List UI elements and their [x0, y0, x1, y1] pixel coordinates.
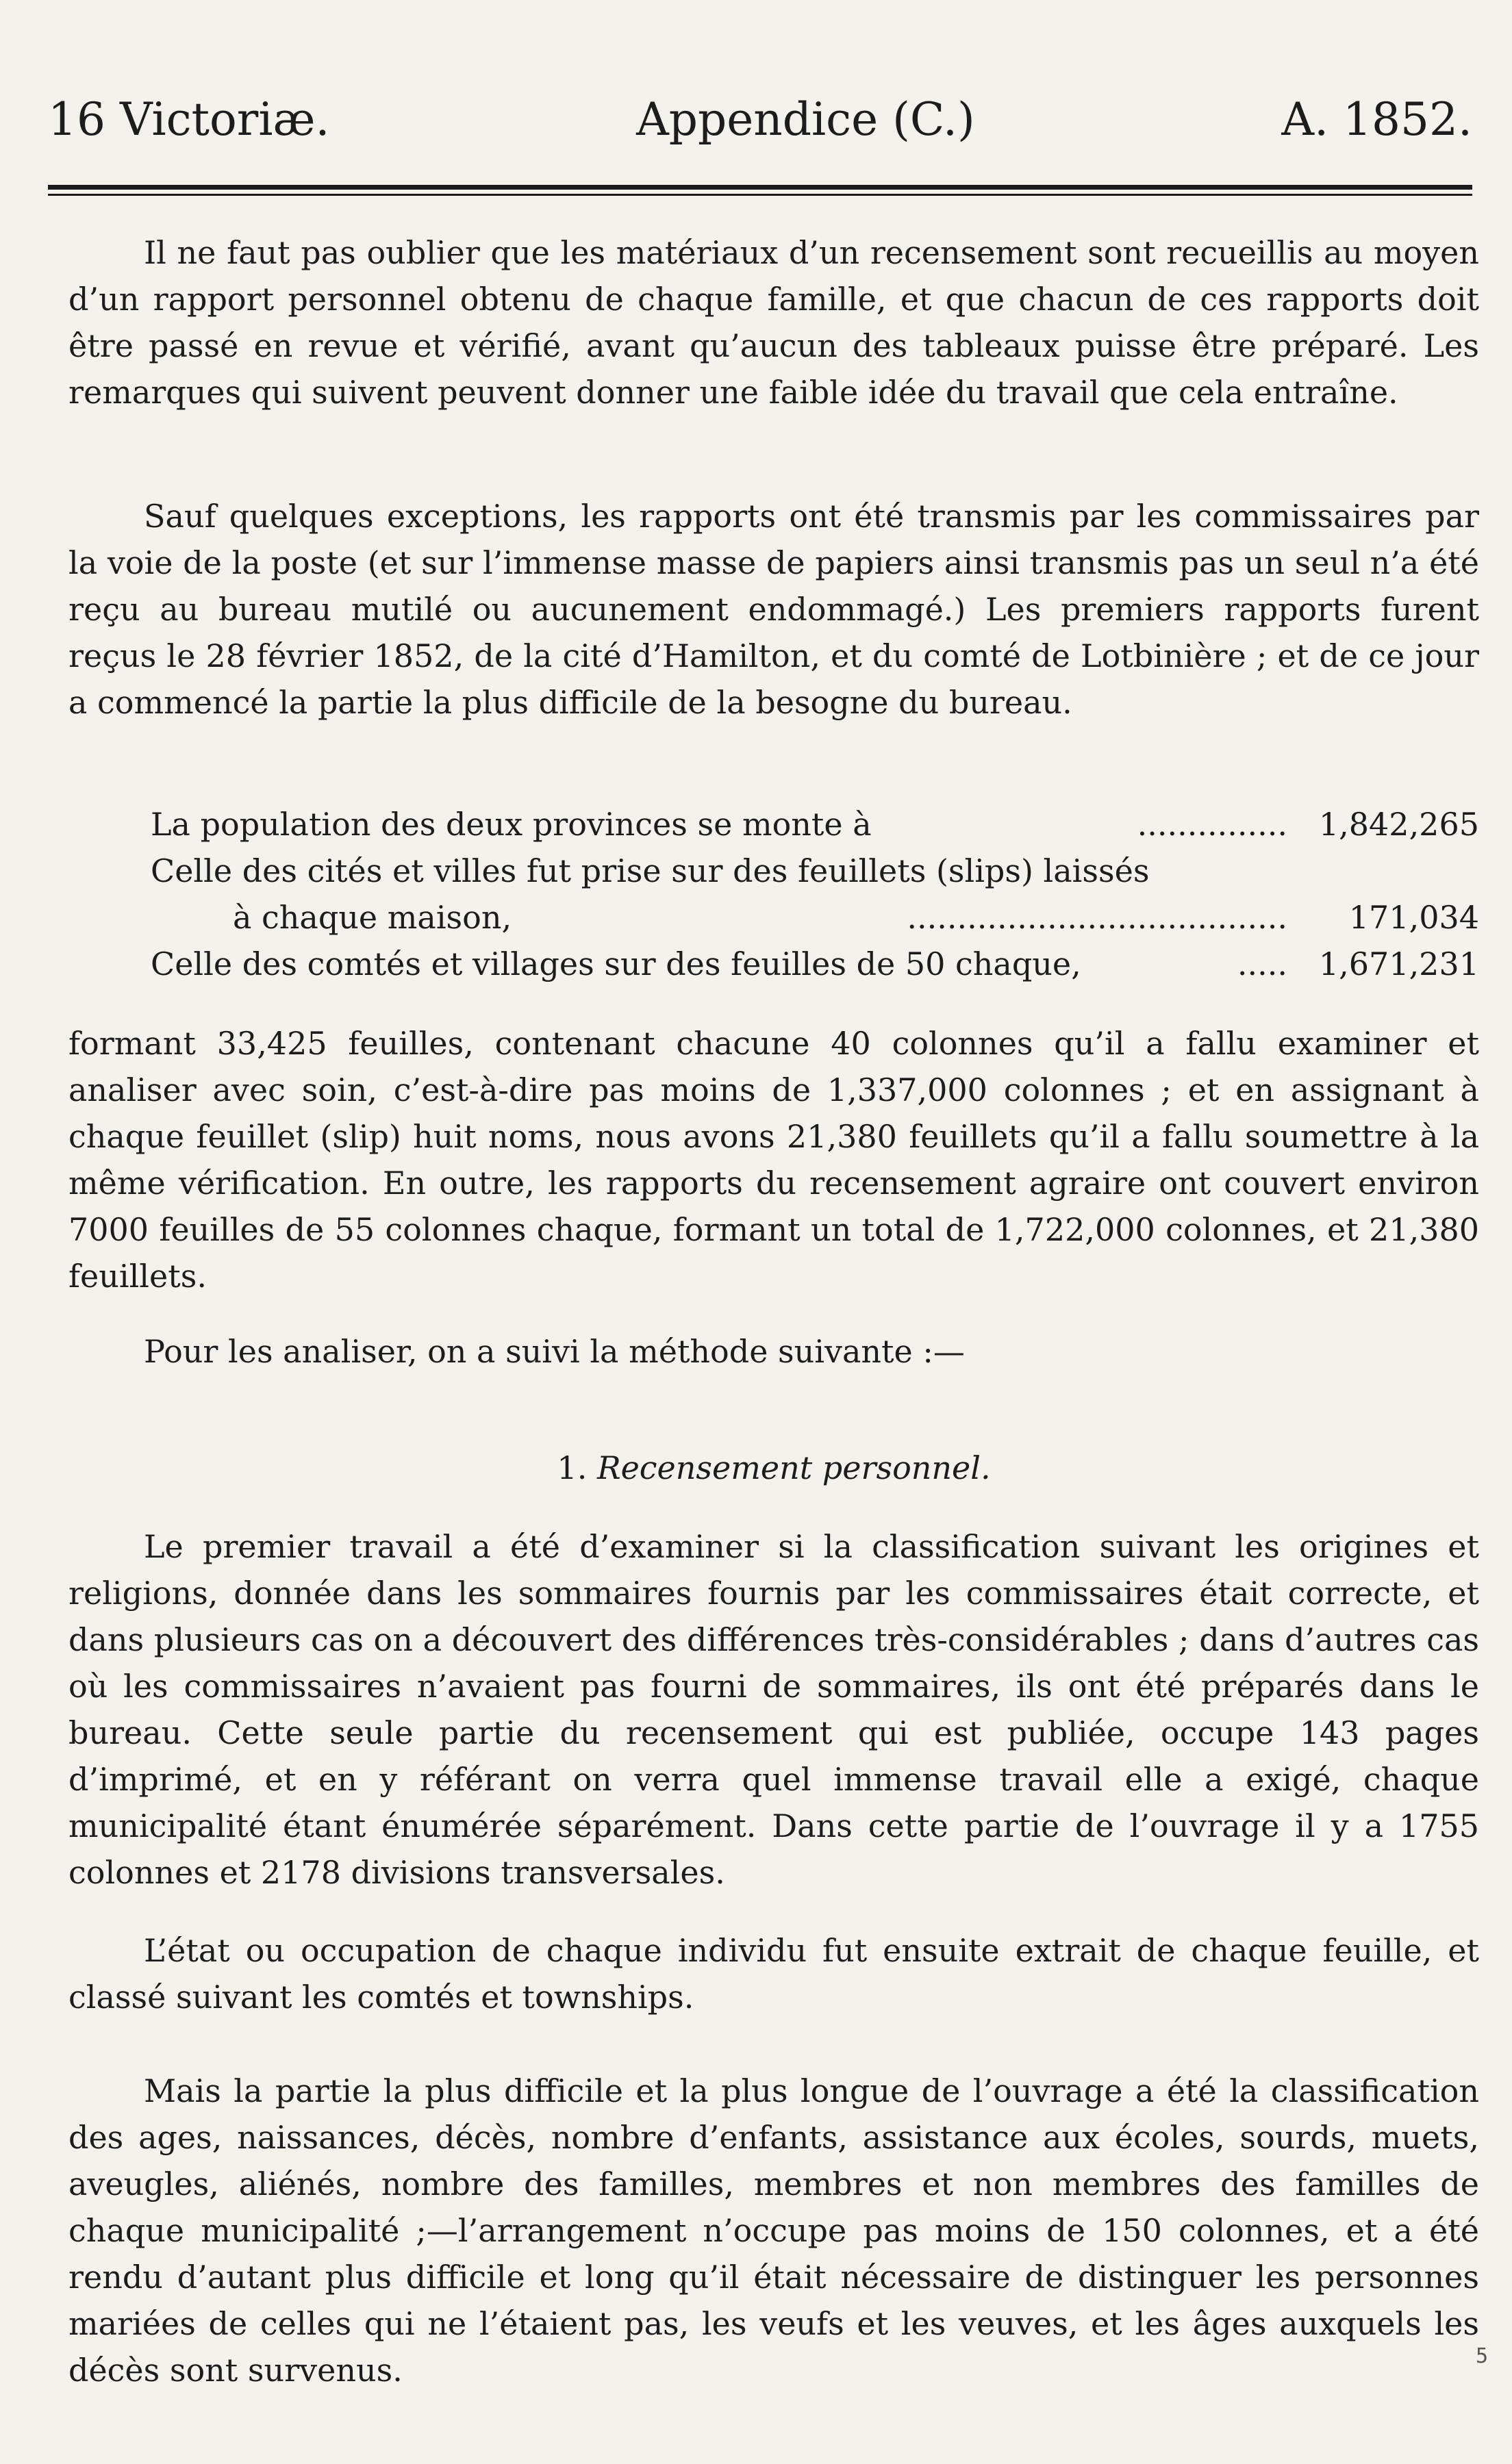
- table-row: [68, 801, 1479, 848]
- population-table: [68, 801, 1479, 987]
- section-name: Recensement personnel.: [596, 1449, 991, 1486]
- transmission-block: [68, 493, 1479, 726]
- paragraph-3: formant 33,425 feuilles, contenant chacune 40 colonnes qu’il a fallu examiner et analiser avec soin, c’est-à-dire pas moins de 1,337,000 colonnes ; et en assignant à chaque feuillet (slip) huit noms, nous avons 21,380 feuillets qu’il a fallu soumettre à la même vérification. En outre, les rapports du recensement agraire ont couvert environ 7000 feuilles de 55 colonnes chaque, formant un total de 1,722,000 colonnes, et 21,380 feuillets.: [68, 1025, 1479, 1295]
- section-paragraph-1: Le premier travail a été d’examiner si la classification suivant les origines et religions, donnée dans les sommaires fournis par les commissaires était correcte, et dans plusieurs cas on a découvert des différences très-considérables ; dans d’autres cas où les commissaires n’avaient pas fourni de sommaires, ils ont été préparés dans le bureau. Cette seule partie du recensement qui est publiée, occupe 143 pages d’imprimé, et en y référant on verra quel immense travail elle a exigé, chaque municipalité étant énumérée séparément. Dans cette partie de l’ouvrage il y a 1755 colonnes et 2178 divisions transversales.: [68, 1528, 1479, 1891]
- table-row-dots: ......................................: [907, 899, 1287, 936]
- table-row-value: 1,671,231: [1318, 945, 1479, 982]
- table-row-dots: .....: [1237, 945, 1287, 982]
- section-title: [68, 1445, 1479, 1491]
- table-row: [68, 894, 1479, 941]
- method-block: [68, 1328, 1479, 1375]
- table-row: [68, 941, 1479, 987]
- section-heading: [68, 1445, 1479, 1491]
- header-rule-thick: [48, 185, 1472, 190]
- table-row: [68, 848, 1479, 894]
- section-body-3: [68, 2068, 1479, 2393]
- paragraph-1: Il ne faut pas oublier que les matériaux d’un recensement sont recueillis au moyen d’un rapport personnel obtenu de chaque famille, et que chacun de ces rapports doit être passé en revue et vérifié, avant qu’aucun des tableaux puisse être préparé. Les remarques qui suivent peuvent donner une faible idée du travail que cela entraîne.: [68, 234, 1479, 411]
- table-row-label: La population des deux provinces se monte à: [151, 806, 872, 843]
- method-intro: Pour les analiser, on a suivi la méthode suivante :—: [144, 1333, 965, 1370]
- section-paragraph-3: Mais la partie la plus difficile et la plus longue de l’ouvrage a été la classification des ages, naissances, décès, nombre d’enfants, assistance aux écoles, sourds, muets, aveugles, aliénés, nombre des familles, membres et non membres des familles de chaque municipalité ;—l’arrangement n’occupe pas moins de 150 colonnes, et a été rendu d’autant plus difficile et long qu’il était nécessaire de distinguer les personnes mariées de celles qui ne l’étaient pas, les veufs et les veuves, et les âges auxquels les décès sont survenus.: [68, 2072, 1479, 2389]
- table-row-value: 1,842,265: [1318, 806, 1479, 843]
- table-row-value: 171,034: [1348, 899, 1479, 936]
- header-title: Appendice (C.): [636, 93, 975, 146]
- intro-block: [68, 229, 1479, 416]
- section-body-1: [68, 1523, 1479, 1896]
- paragraph-2: Sauf quelques exceptions, les rapports ont été transmis par les commissaires par la voie de la poste (et sur l’immense masse de papiers ainsi transmis pas un seul n’a été reçu au bureau mutilé ou aucunement endommagé.) Les premiers rapports furent reçus le 28 février 1852, de la cité d’Hamilton, et du comté de Lotbinière ; et de ce jour a commencé la partie la plus difficile de la besogne du bureau.: [68, 498, 1479, 721]
- section-number: 1.: [557, 1449, 588, 1486]
- section-body-2: [68, 1927, 1479, 2020]
- page-footer-mark: 5: [1475, 2344, 1488, 2368]
- table-row-dots: ...............: [1137, 806, 1287, 843]
- page-header: [48, 93, 1472, 146]
- table-row-label: Celle des comtés et villages sur des feuilles de 50 chaque,: [151, 945, 1081, 982]
- header-year: A. 1852.: [1281, 93, 1472, 146]
- sheets-block: [68, 1020, 1479, 1299]
- header-session: 16 Victoriæ.: [48, 93, 330, 146]
- section-paragraph-2: L’état ou occupation de chaque individu fut ensuite extrait de chaque feuille, et classé suivant les comtés et townships.: [68, 1932, 1479, 2016]
- table-row-label: à chaque maison,: [233, 899, 512, 936]
- header-rule-thin: [48, 194, 1472, 196]
- table-row-label: Celle des cités et villes fut prise sur des feuillets (slips) laissés: [151, 852, 1150, 889]
